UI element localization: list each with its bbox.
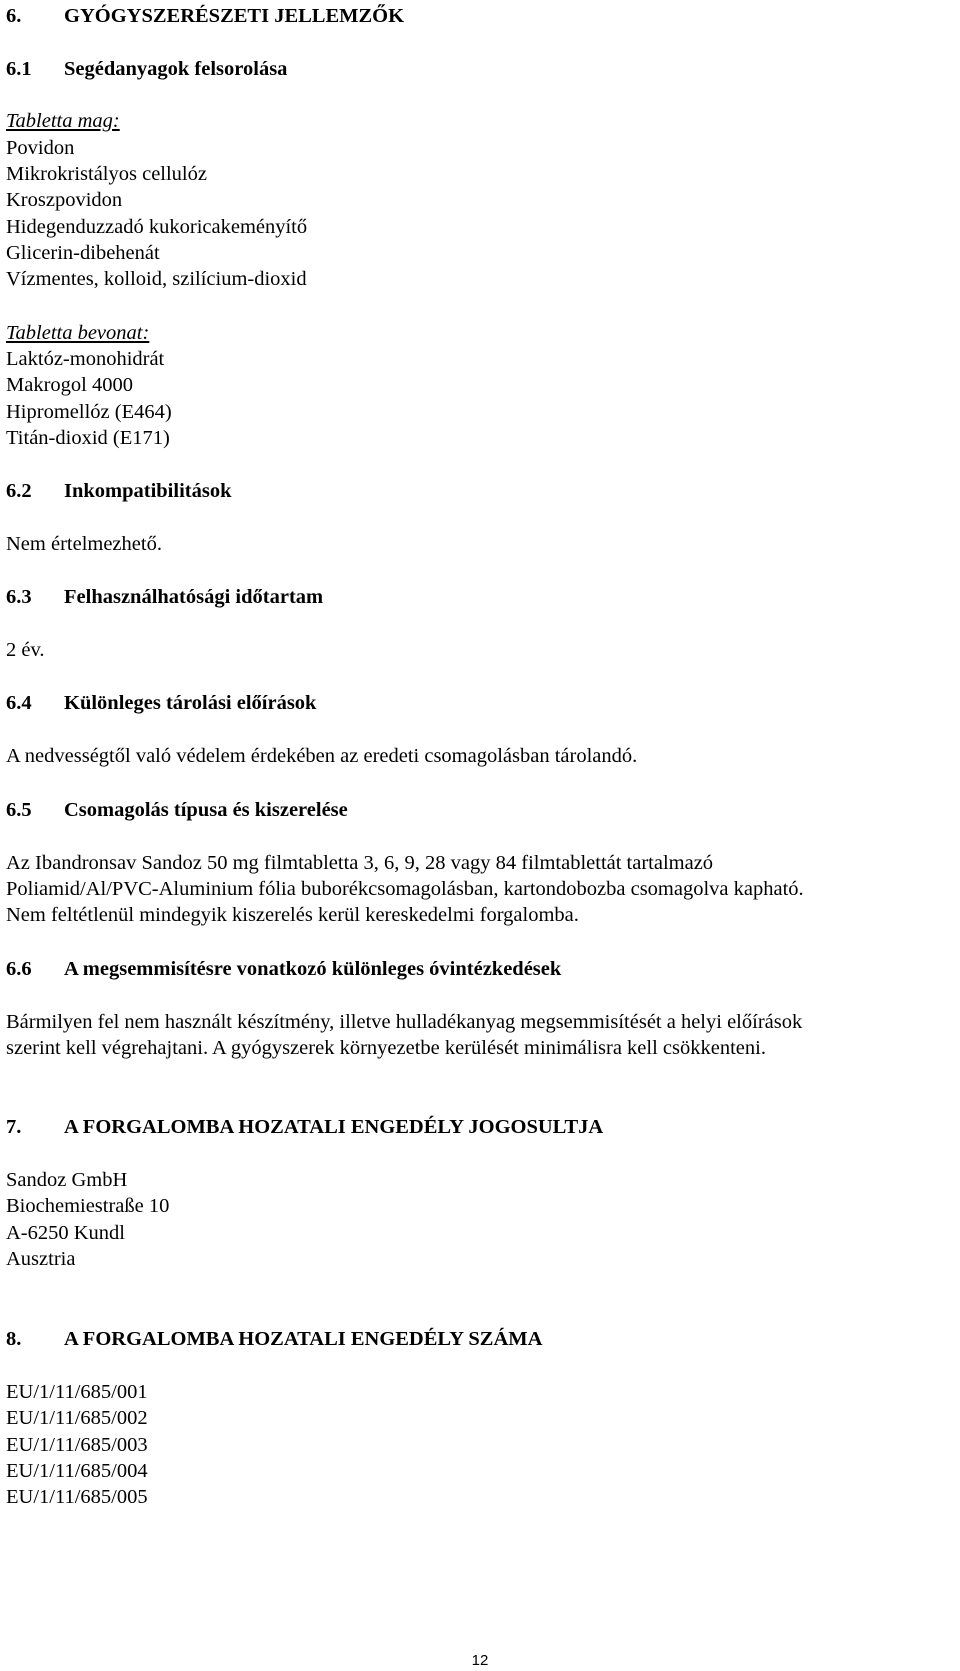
- section-title: Inkompatibilitások: [64, 480, 232, 502]
- page-number: 12: [471, 1652, 489, 1669]
- coating-label: Tabletta bevonat:: [6, 322, 150, 344]
- section-number: 6.4: [6, 692, 32, 714]
- section-title: GYÓGYSZERÉSZETI JELLEMZŐK: [64, 5, 405, 27]
- section-number: 6.2: [6, 480, 32, 502]
- section-number: 6.5: [6, 799, 32, 821]
- section-8-heading: [6, 1326, 542, 1352]
- section-number: 6.1: [6, 58, 32, 80]
- section-number: 6.3: [6, 586, 32, 608]
- section-title: Segédanyagok felsorolása: [64, 58, 288, 80]
- excipient-item: Vízmentes, kolloid, szilícium-dioxid: [6, 268, 307, 290]
- section-6-1-heading: [6, 56, 287, 82]
- authorisation-number: EU/1/11/685/003: [6, 1434, 148, 1456]
- section-text: A nedvességtől való védelem érdekében az eredeti csomagolásban tárolandó.: [6, 745, 638, 767]
- section-7-heading: [6, 1114, 603, 1140]
- section-6-4-heading: [6, 690, 316, 716]
- authorisation-number: EU/1/11/685/001: [6, 1381, 148, 1403]
- section-number: 8.: [6, 1328, 22, 1350]
- excipient-item: Mikrokristályos cellulóz: [6, 163, 207, 185]
- section-text-line: Az Ibandronsav Sandoz 50 mg filmtabletta 3, 6, 9, 28 vagy 84 filmtablettát tartalmazó: [6, 852, 714, 874]
- excipient-item: Hipromellóz (E464): [6, 401, 172, 423]
- section-6-2-heading: [6, 478, 231, 504]
- section-number: 6.6: [6, 958, 32, 980]
- section-title: Csomagolás típusa és kiszerelése: [64, 799, 348, 821]
- authorisation-number: EU/1/11/685/005: [6, 1486, 148, 1508]
- section-text: Nem értelmezhető.: [6, 533, 162, 555]
- excipient-item: Makrogol 4000: [6, 374, 133, 396]
- holder-city: A-6250 Kundl: [6, 1222, 126, 1244]
- section-title: A FORGALOMBA HOZATALI ENGEDÉLY JOGOSULTJA: [64, 1116, 604, 1138]
- section-6-3-heading: [6, 584, 323, 610]
- excipient-item: Hidegenduzzadó kukoricakeményítő: [6, 216, 308, 238]
- authorisation-number: EU/1/11/685/002: [6, 1407, 148, 1429]
- section-6-heading: [6, 3, 404, 29]
- section-title: Különleges tárolási előírások: [64, 692, 317, 714]
- excipient-item: Glicerin-dibehenát: [6, 242, 160, 264]
- holder-country: Ausztria: [6, 1248, 76, 1270]
- section-title: A FORGALOMBA HOZATALI ENGEDÉLY SZÁMA: [64, 1328, 543, 1350]
- core-label: Tabletta mag:: [6, 110, 120, 132]
- authorisation-number: EU/1/11/685/004: [6, 1460, 148, 1482]
- section-title: Felhasználhatósági időtartam: [64, 586, 324, 608]
- section-text: 2 év.: [6, 639, 45, 661]
- excipient-item: Laktóz-monohidrát: [6, 348, 165, 370]
- section-6-6-heading: [6, 956, 561, 982]
- section-number: 7.: [6, 1116, 22, 1138]
- section-6-5-heading: [6, 797, 348, 823]
- section-text-line: Nem feltétlenül mindegyik kiszerelés kerül kereskedelmi forgalomba.: [6, 904, 579, 926]
- section-text-line: szerint kell végrehajtani. A gyógyszerek környezetbe kerülését minimálisra kell csökkenteni.: [6, 1037, 766, 1059]
- section-text-line: Bármilyen fel nem használt készítmény, illetve hulladékanyag megsemmisítését a helyi előírások: [6, 1011, 803, 1033]
- excipient-item: Povidon: [6, 137, 75, 159]
- section-text-line: Poliamid/Al/PVC-Aluminium fólia buborékcsomagolásban, kartondobozba csomagolva kapható.: [6, 878, 804, 900]
- excipient-item: Kroszpovidon: [6, 189, 123, 211]
- excipient-item: Titán-dioxid (E171): [6, 427, 170, 449]
- section-number: 6.: [6, 5, 22, 27]
- section-title: A megsemmisítésre vonatkozó különleges óvintézkedések: [64, 958, 562, 980]
- holder-street: Biochemiestraße 10: [6, 1195, 170, 1217]
- holder-name: Sandoz GmbH: [6, 1169, 128, 1191]
